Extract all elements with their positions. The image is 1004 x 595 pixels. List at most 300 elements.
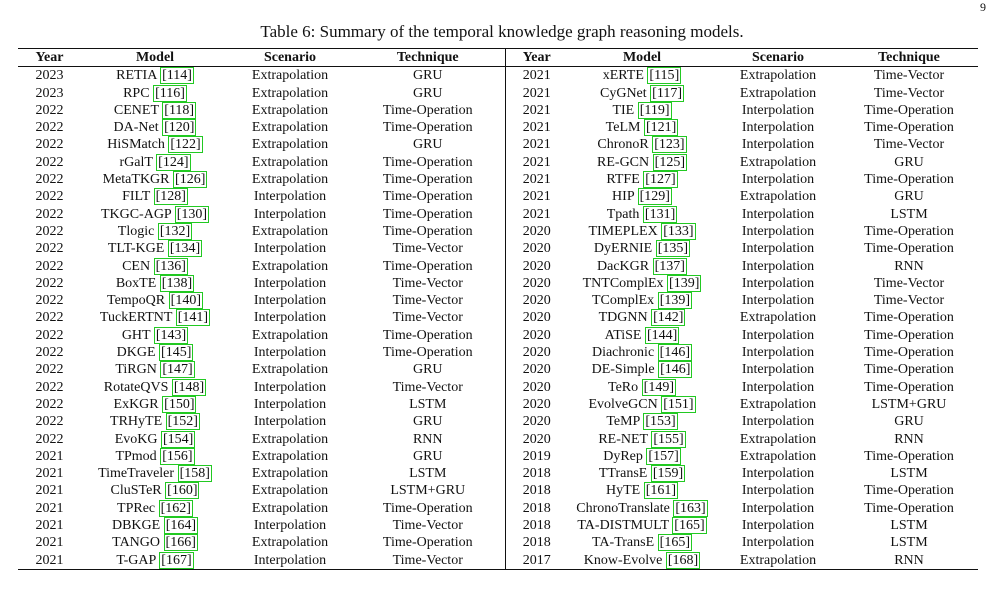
cell-scenario: Extrapolation: [739, 85, 817, 101]
citation-number: 159: [657, 466, 679, 482]
model-name: EvolveGCN: [588, 396, 658, 412]
cell-model: [81, 361, 229, 378]
citation-link[interactable]: [131]: [644, 206, 676, 222]
citation-link[interactable]: [168]: [667, 552, 699, 568]
cell-year: 2021: [35, 535, 64, 551]
cell-scenario: Interpolation: [253, 206, 327, 222]
cell-scenario: Extrapolation: [739, 431, 817, 447]
citation-number: 117: [656, 85, 678, 101]
cell-model: [568, 85, 716, 102]
citation-number: 160: [171, 483, 193, 499]
cell-year: 2021: [505, 171, 568, 188]
model-name: TPRec: [117, 500, 156, 516]
model-name: xERTE: [602, 68, 644, 84]
cell-scenario: Extrapolation: [251, 223, 329, 239]
cell-technique: Time-Operation: [864, 223, 954, 239]
citation-number: 164: [170, 518, 192, 534]
citation-link[interactable]: [166]: [165, 535, 196, 551]
table-row: [18, 344, 978, 361]
cell-technique: Time-Vector: [392, 275, 463, 291]
cell-year: 2022: [35, 275, 64, 291]
model-name: CluSTeR: [110, 483, 162, 499]
cell-model: [81, 534, 229, 551]
model-name: TDGNN: [598, 310, 648, 326]
cell-model: [81, 396, 229, 413]
cell-scenario: Interpolation: [741, 223, 815, 239]
citation-link[interactable]: [158]: [179, 466, 210, 482]
cell-year: 2022: [35, 102, 64, 118]
cell-year: 2021: [35, 518, 64, 534]
cell-model: [568, 240, 716, 257]
model-name: CyGNet: [600, 85, 647, 101]
model-name: CEN: [122, 258, 151, 274]
cell-technique: Time-Operation: [864, 448, 954, 464]
cell-technique: Time-Vector: [873, 275, 945, 291]
cell-year: 2018: [505, 517, 568, 534]
cell-technique: Time-Operation: [864, 120, 954, 136]
citation-link[interactable]: [139]: [659, 293, 691, 309]
citation-link[interactable]: [134]: [169, 241, 201, 257]
cell-year: 2020: [505, 240, 568, 257]
citation-number: 141: [182, 310, 204, 326]
citation-number: 119: [644, 102, 665, 118]
model-name: TPmod: [115, 448, 157, 464]
table-row: [18, 240, 978, 257]
cell-technique: Time-Operation: [382, 120, 473, 136]
citation-number: 128: [160, 189, 182, 205]
citation-link[interactable]: [154]: [162, 431, 194, 447]
cell-technique: GRU: [894, 189, 924, 205]
cell-model: [81, 292, 229, 309]
cell-year: 2020: [505, 292, 568, 309]
citation-link[interactable]: [139]: [669, 275, 700, 291]
citation-link[interactable]: [161]: [645, 483, 677, 499]
cell-model: [81, 223, 229, 240]
citation-number: 115: [654, 68, 675, 84]
citation-number: 143: [160, 327, 182, 343]
table-row: [18, 223, 978, 240]
cell-model: [81, 171, 229, 188]
citation-number: 145: [165, 345, 187, 361]
citation-link[interactable]: [143]: [155, 327, 187, 343]
cell-year: 2021: [505, 85, 568, 102]
cell-year: 2022: [35, 223, 64, 239]
citation-number: 136: [160, 258, 182, 274]
cell-scenario: Extrapolation: [739, 189, 817, 205]
cell-scenario: Interpolation: [741, 120, 815, 136]
cell-model: [568, 500, 716, 517]
table-row: [18, 413, 978, 430]
cell-model: [568, 482, 716, 499]
cell-scenario: Interpolation: [741, 258, 815, 274]
table-row: [18, 258, 978, 275]
cell-model: [81, 309, 229, 326]
citation-link[interactable]: [130]: [176, 206, 208, 222]
cell-technique: Time-Operation: [382, 172, 473, 188]
cell-year: 2021: [505, 102, 568, 119]
table-row: [18, 292, 978, 309]
citation-link[interactable]: [159]: [652, 466, 684, 482]
cell-scenario: Extrapolation: [251, 500, 329, 516]
cell-scenario: Interpolation: [741, 500, 815, 516]
cell-scenario: Interpolation: [741, 483, 815, 499]
citation-link[interactable]: [114]: [162, 68, 192, 84]
cell-year: 2022: [35, 189, 64, 205]
citation-link[interactable]: [128]: [155, 189, 186, 205]
cell-technique: Time-Operation: [864, 327, 954, 343]
model-name: RPC: [123, 85, 150, 101]
citation-number: 135: [662, 241, 684, 257]
table-row: [18, 275, 978, 292]
cell-model: [81, 102, 229, 119]
cell-year: 2018: [505, 465, 568, 482]
table-row: [18, 119, 978, 136]
cell-technique: GRU: [412, 448, 443, 464]
citation-link[interactable]: [119]: [639, 102, 670, 118]
citation-number: 130: [181, 206, 203, 222]
cell-model: [81, 413, 229, 430]
table-row: [18, 431, 978, 448]
cell-model: [568, 275, 716, 292]
citation-link[interactable]: [148]: [173, 379, 205, 395]
citation-link[interactable]: [144]: [647, 327, 678, 343]
cell-technique: GRU: [412, 414, 443, 430]
citation-link[interactable]: [138]: [161, 275, 193, 291]
cell-technique: Time-Vector: [873, 68, 945, 84]
model-name: DA-Net: [113, 120, 159, 136]
citation-link[interactable]: [153]: [645, 414, 676, 430]
citation-link[interactable]: [149]: [643, 379, 674, 395]
cell-technique: RNN: [894, 431, 924, 447]
model-name: RE-GCN: [597, 154, 650, 170]
cell-scenario: Interpolation: [741, 241, 815, 257]
citation-number: 155: [658, 431, 679, 447]
citation-link[interactable]: [123]: [654, 137, 685, 153]
cell-model: [568, 102, 716, 119]
citation-link[interactable]: [146]: [660, 362, 691, 378]
citation-number: 157: [653, 448, 675, 464]
citation-number: 165: [664, 535, 686, 551]
citation-number: 149: [648, 379, 670, 395]
cell-technique: Time-Operation: [864, 172, 954, 188]
model-name: GHT: [121, 327, 151, 343]
citation-number: 127: [649, 172, 671, 188]
cell-scenario: Interpolation: [253, 552, 327, 568]
model-name: TLT-KGE: [107, 241, 165, 257]
citation-number: 114: [166, 68, 188, 84]
citation-link[interactable]: [129]: [639, 189, 670, 205]
model-name: ExKGR: [113, 396, 159, 412]
cell-scenario: Interpolation: [253, 379, 327, 395]
cell-scenario: Extrapolation: [739, 448, 817, 464]
citation-link[interactable]: [124]: [158, 154, 189, 170]
cell-model: [81, 188, 229, 205]
citation-number: 150: [168, 396, 190, 412]
cell-year: 2020: [505, 223, 568, 240]
model-name: RETIA: [116, 68, 157, 84]
cell-year: 2020: [505, 258, 568, 275]
cell-year: 2020: [505, 431, 568, 448]
table-row: [18, 85, 978, 102]
cell-technique: Time-Vector: [873, 85, 945, 101]
table-row: [18, 552, 978, 570]
citation-link[interactable]: [151]: [663, 396, 694, 412]
cell-model: [568, 379, 716, 396]
citation-link[interactable]: [146]: [659, 345, 691, 361]
citation-number: 163: [680, 500, 702, 516]
citation-number: 122: [175, 137, 197, 153]
cell-technique: GRU: [412, 137, 443, 153]
citation-link[interactable]: [136]: [155, 258, 186, 274]
citation-link[interactable]: [165]: [659, 535, 690, 551]
model-name: Tpath: [606, 206, 640, 222]
citation-link[interactable]: [135]: [657, 241, 689, 257]
citation-link[interactable]: [163]: [675, 500, 706, 516]
cell-model: [81, 327, 229, 344]
cell-technique: RNN: [894, 552, 924, 568]
citation-link[interactable]: [127]: [645, 172, 676, 188]
cell-model: [81, 136, 229, 153]
citation-link[interactable]: [164]: [165, 518, 197, 534]
citation-number: 162: [165, 500, 187, 516]
citation-number: 132: [164, 223, 186, 239]
citation-number: 140: [175, 293, 197, 309]
header-year: Year: [35, 50, 64, 65]
model-name: ATiSE: [604, 327, 642, 343]
cell-technique: GRU: [412, 68, 443, 84]
cell-year: 2018: [505, 500, 568, 517]
model-name: DyERNIE: [593, 241, 653, 257]
citation-link[interactable]: [116]: [155, 85, 185, 101]
cell-model: [568, 413, 716, 430]
model-name: TIE: [612, 102, 635, 118]
cell-model: [568, 258, 716, 275]
citation-number: 152: [172, 414, 194, 430]
citation-number: 120: [168, 120, 190, 136]
cell-year: 2022: [35, 154, 64, 170]
cell-technique: Time-Operation: [382, 345, 473, 361]
model-name: ChronoTranslate: [576, 500, 670, 516]
model-name: TiRGN: [115, 362, 157, 378]
cell-technique: Time-Vector: [392, 293, 463, 309]
cell-model: [81, 500, 229, 517]
model-name: DacKGR: [597, 258, 650, 274]
cell-model: [568, 136, 716, 153]
cell-model: [568, 396, 716, 413]
cell-technique: Time-Operation: [864, 241, 954, 257]
model-name: Tlogic: [117, 223, 155, 239]
model-name: TempoQR: [107, 293, 166, 309]
citation-number: 153: [650, 414, 671, 430]
cell-year: 2021: [505, 67, 568, 85]
model-name: T-GAP: [116, 552, 156, 568]
cell-technique: Time-Operation: [382, 535, 473, 551]
citation-link[interactable]: [115]: [649, 68, 680, 84]
citation-link[interactable]: [150]: [164, 396, 195, 412]
cell-technique: GRU: [412, 362, 443, 378]
citation-number: 146: [664, 362, 686, 378]
citation-number: 168: [672, 552, 694, 568]
cell-model: [81, 85, 229, 102]
page-number: 9: [980, 0, 986, 14]
cell-scenario: Interpolation: [253, 414, 327, 430]
cell-scenario: Interpolation: [741, 518, 815, 534]
citation-link[interactable]: [126]: [175, 172, 206, 188]
model-name: TRHyTE: [110, 414, 163, 430]
cell-year: 2019: [505, 448, 568, 465]
cell-technique: Time-Operation: [382, 206, 473, 222]
citation-number: 165: [678, 518, 700, 534]
cell-scenario: Interpolation: [741, 362, 815, 378]
cell-year: 2022: [35, 206, 64, 222]
cell-year: 2021: [505, 136, 568, 153]
table-row: [18, 154, 978, 171]
model-name: EvoKG: [114, 431, 158, 447]
cell-scenario: Extrapolation: [739, 154, 817, 170]
cell-year: 2021: [505, 206, 568, 223]
cell-year: 2021: [505, 154, 568, 171]
citation-link[interactable]: [142]: [653, 310, 684, 326]
citation-link[interactable]: [118]: [164, 102, 195, 118]
cell-model: [81, 206, 229, 223]
citation-link[interactable]: [140]: [170, 293, 201, 309]
cell-model: [568, 119, 716, 136]
cell-year: 2023: [35, 68, 64, 84]
cell-scenario: Extrapolation: [739, 310, 817, 326]
cell-technique: Time-Vector: [392, 552, 463, 568]
cell-model: [568, 327, 716, 344]
cell-model: [81, 379, 229, 396]
citation-link[interactable]: [152]: [167, 414, 198, 430]
cell-year: 2018: [505, 482, 568, 499]
cell-scenario: Interpolation: [253, 275, 327, 291]
model-name: TComplEx: [591, 293, 655, 309]
model-name: BoxTE: [115, 275, 157, 291]
table-row: [18, 379, 978, 396]
header-scenario: Scenario: [263, 50, 317, 65]
model-name: TeLM: [605, 120, 641, 136]
citation-number: 166: [170, 535, 192, 551]
cell-year: 2020: [505, 309, 568, 326]
cell-technique: Time-Operation: [864, 483, 954, 499]
cell-scenario: Interpolation: [253, 518, 327, 534]
model-name: rGalT: [119, 154, 153, 170]
citation-link[interactable]: [121]: [645, 120, 677, 136]
cell-year: 2020: [505, 344, 568, 361]
cell-scenario: Extrapolation: [251, 466, 329, 482]
header-technique: Technique: [878, 50, 940, 65]
citation-link[interactable]: [157]: [648, 448, 679, 464]
model-name: DE-Simple: [591, 362, 655, 378]
model-name: Know-Evolve: [583, 552, 663, 568]
cell-year: 2021: [35, 466, 64, 482]
model-name: TuckERTNT: [99, 310, 173, 326]
citation-number: 139: [673, 275, 695, 291]
cell-technique: Time-Vector: [392, 241, 463, 257]
citation-link[interactable]: [165]: [674, 518, 705, 534]
cell-year: 2022: [35, 120, 64, 136]
citation-link[interactable]: [120]: [164, 120, 195, 136]
cell-technique: LSTM: [890, 206, 928, 222]
cell-year: 2022: [35, 310, 64, 326]
model-name: TA-DISTMULT: [577, 518, 669, 534]
cell-technique: Time-Operation: [382, 500, 473, 516]
citation-number: 133: [667, 223, 689, 239]
table-row: [18, 500, 978, 517]
cell-technique: Time-Operation: [382, 102, 473, 118]
table-row: [18, 361, 978, 378]
citation-link[interactable]: [141]: [177, 310, 209, 326]
model-name: RE-NET: [598, 431, 648, 447]
model-name: TNTComplEx: [582, 275, 664, 291]
cell-scenario: Interpolation: [253, 293, 327, 309]
cell-scenario: Extrapolation: [251, 137, 329, 153]
cell-technique: GRU: [894, 154, 924, 170]
citation-link[interactable]: [122]: [170, 137, 201, 153]
cell-scenario: Extrapolation: [251, 448, 329, 464]
citation-link[interactable]: [133]: [663, 223, 694, 239]
cell-technique: Time-Vector: [392, 518, 463, 534]
citation-number: 131: [649, 206, 671, 222]
model-name: HiSMatch: [107, 137, 165, 153]
citation-link[interactable]: [125]: [654, 154, 685, 170]
cell-technique: Time-Operation: [382, 258, 473, 274]
cell-scenario: Extrapolation: [251, 154, 329, 170]
citation-link[interactable]: [167]: [161, 552, 192, 568]
citation-link[interactable]: [162]: [160, 500, 191, 516]
cell-scenario: Interpolation: [253, 345, 327, 361]
cell-year: 2020: [505, 379, 568, 396]
model-name: DyRep: [603, 448, 643, 464]
cell-year: 2020: [505, 413, 568, 430]
cell-scenario: Interpolation: [741, 379, 815, 395]
citation-link[interactable]: [132]: [159, 223, 191, 239]
model-name: TeRo: [608, 379, 639, 395]
model-name: DBKGE: [111, 518, 161, 534]
cell-technique: Time-Operation: [864, 345, 954, 361]
cell-model: [81, 482, 229, 499]
citation-number: 126: [179, 172, 201, 188]
table-row: [18, 465, 978, 482]
citation-link[interactable]: [156]: [162, 448, 193, 464]
citation-number: 148: [178, 379, 200, 395]
cell-technique: LSTM: [409, 396, 447, 412]
citation-number: 118: [168, 102, 190, 118]
model-name: MetaTKGR: [102, 172, 170, 188]
citation-number: 121: [650, 120, 672, 136]
cell-technique: Time-Operation: [382, 327, 473, 343]
cell-year: 2020: [505, 396, 568, 413]
citation-link[interactable]: [147]: [162, 362, 193, 378]
cell-scenario: Interpolation: [741, 206, 815, 222]
cell-model: [568, 188, 716, 205]
cell-year: 2021: [35, 500, 64, 516]
citation-link[interactable]: [137]: [654, 258, 685, 274]
citation-link[interactable]: [160]: [167, 483, 198, 499]
cell-model: [81, 465, 229, 482]
cell-model: [81, 448, 229, 465]
citation-link[interactable]: [117]: [652, 85, 682, 101]
cell-model: [568, 465, 716, 482]
cell-technique: Time-Operation: [382, 189, 473, 205]
cell-model: [568, 67, 716, 85]
citation-link[interactable]: [155]: [653, 431, 684, 447]
cell-scenario: Interpolation: [741, 466, 815, 482]
citation-link[interactable]: [145]: [161, 345, 192, 361]
cell-model: [568, 223, 716, 240]
cell-technique: GRU: [894, 414, 924, 430]
table-row: [18, 102, 978, 119]
